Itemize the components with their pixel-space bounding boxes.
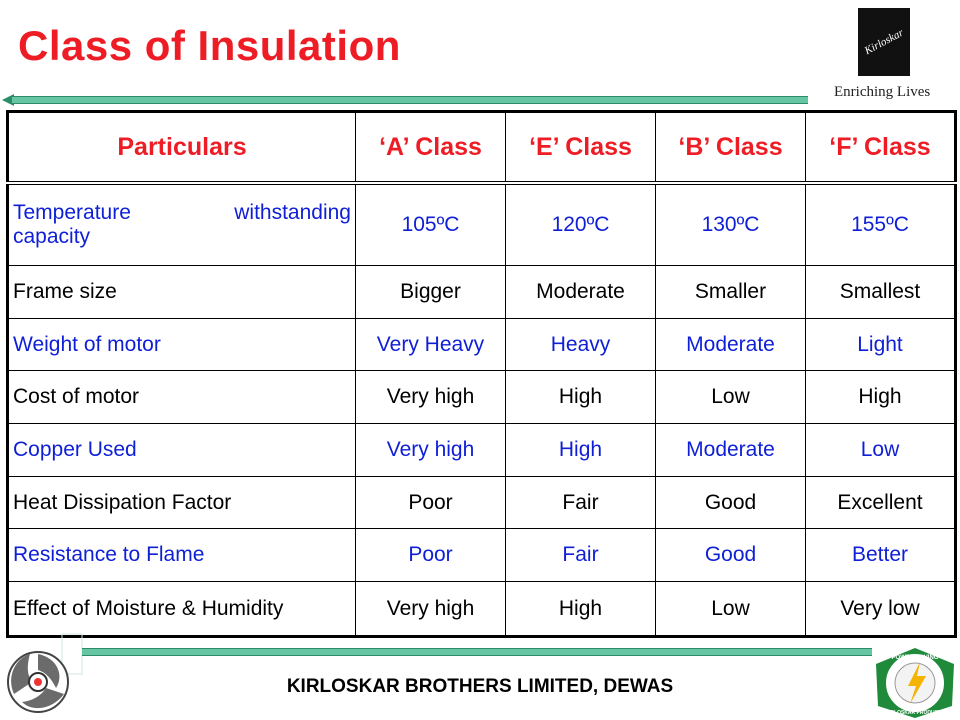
table-row bbox=[8, 183, 956, 266]
row-label: Frame size bbox=[8, 266, 356, 319]
table-cell: Low bbox=[656, 582, 806, 637]
table-cell: High bbox=[506, 371, 656, 424]
table-cell: Moderate bbox=[656, 318, 806, 371]
footer-company-name: KIRLOSKAR BROTHERS LIMITED, DEWAS bbox=[286, 676, 674, 697]
row-label: Copper Used bbox=[8, 424, 356, 477]
table-cell: Low bbox=[656, 371, 806, 424]
table-cell: Very high bbox=[356, 424, 506, 477]
bottom-divider-bar bbox=[82, 648, 872, 656]
table-cell: High bbox=[506, 582, 656, 637]
brand-tagline: Enriching Lives bbox=[834, 84, 931, 100]
table-cell: High bbox=[506, 424, 656, 477]
row-label: Weight of motor bbox=[8, 318, 356, 371]
header-f-class: ‘F’ Class bbox=[806, 112, 956, 184]
table-cell: 155ºC bbox=[806, 183, 956, 266]
kirloskar-logo bbox=[858, 8, 910, 76]
table-cell: Smallest bbox=[806, 266, 956, 319]
table-row bbox=[8, 318, 956, 371]
table-cell: Very low bbox=[806, 582, 956, 637]
row-label: Cost of motor bbox=[8, 371, 356, 424]
table-header-row bbox=[8, 112, 956, 184]
table-cell: Poor bbox=[356, 476, 506, 529]
table-row bbox=[8, 476, 956, 529]
table-cell: Light bbox=[806, 318, 956, 371]
table-cell: Low bbox=[806, 424, 956, 477]
top-divider-bar bbox=[12, 96, 808, 104]
row-label-part: withstanding bbox=[234, 201, 351, 224]
header-a-class: ‘A’ Class bbox=[356, 112, 506, 184]
table-cell: High bbox=[806, 371, 956, 424]
table-cell: Moderate bbox=[656, 424, 806, 477]
header-b-class: ‘B’ Class bbox=[656, 112, 806, 184]
table-cell: Moderate bbox=[506, 266, 656, 319]
row-label: Effect of Moisture & Humidity bbox=[8, 582, 356, 637]
table-cell: Excellent bbox=[806, 476, 956, 529]
table-cell: Good bbox=[656, 529, 806, 582]
row-label: Resistance to Flame bbox=[8, 529, 356, 582]
table-row bbox=[8, 529, 956, 582]
badge-bottom-text: KIRLOSKAR PRODUCTS bbox=[885, 710, 945, 716]
slide-title: Class of Insulation bbox=[18, 22, 401, 69]
row-label: Heat Dissipation Factor bbox=[8, 476, 356, 529]
table-cell: Fair bbox=[506, 529, 656, 582]
table-cell: Very Heavy bbox=[356, 318, 506, 371]
row-label-part: capacity bbox=[13, 225, 91, 248]
row-label-temperature bbox=[8, 183, 356, 266]
table-row bbox=[8, 424, 956, 477]
table-cell: Bigger bbox=[356, 266, 506, 319]
table-row bbox=[8, 371, 956, 424]
table-cell: Very high bbox=[356, 582, 506, 637]
header-e-class: ‘E’ Class bbox=[506, 112, 656, 184]
table-cell: Better bbox=[806, 529, 956, 582]
power-saving-badge bbox=[874, 646, 956, 720]
logo-text: Kirloskar bbox=[862, 26, 906, 58]
table-cell: Poor bbox=[356, 529, 506, 582]
table-cell: Smaller bbox=[656, 266, 806, 319]
badge-top-text: POWER SAVING bbox=[891, 655, 939, 661]
table-row bbox=[8, 266, 956, 319]
table-cell: 105ºC bbox=[356, 183, 506, 266]
header-particulars: Particulars bbox=[8, 112, 356, 184]
table-cell: Fair bbox=[506, 476, 656, 529]
table-cell: Heavy bbox=[506, 318, 656, 371]
table-cell: 130ºC bbox=[656, 183, 806, 266]
row-label-part: Temperature bbox=[13, 201, 131, 224]
insulation-class-table bbox=[6, 110, 957, 638]
table-cell: Very high bbox=[356, 371, 506, 424]
table-row bbox=[8, 582, 956, 637]
table-cell: 120ºC bbox=[506, 183, 656, 266]
table-cell: Good bbox=[656, 476, 806, 529]
